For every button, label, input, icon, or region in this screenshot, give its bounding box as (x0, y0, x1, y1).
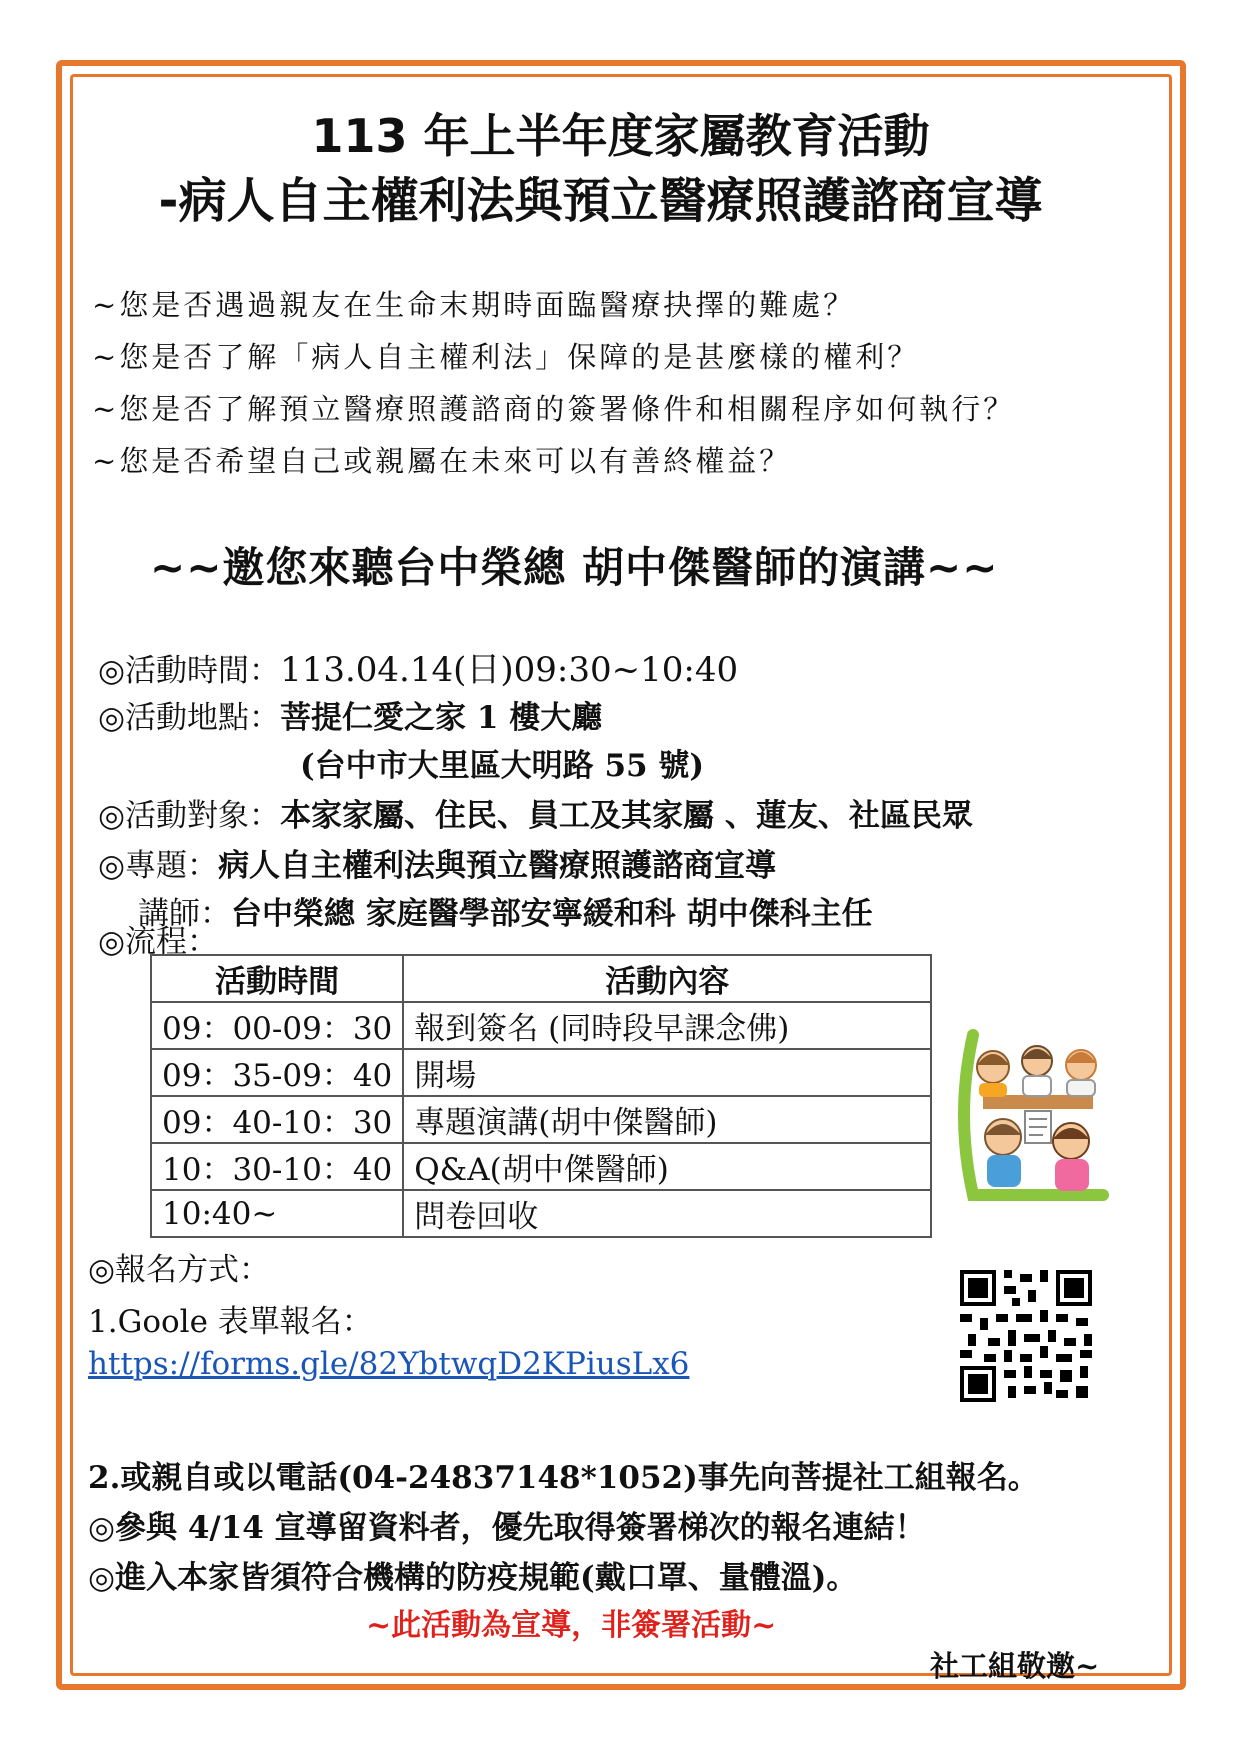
table-row (151, 1002, 931, 1049)
flow-label: ◎流程： (98, 924, 219, 960)
title-line-1: 113 年上半年度家屬教育活動 (311, 109, 930, 163)
speaker-label: 講師： (138, 896, 231, 932)
time-label: ◎活動時間： (98, 653, 281, 689)
note-1: ◎參與 4/14 宣導留資料者，優先取得簽署梯次的報名連結！ (88, 1510, 926, 1546)
registration-link[interactable]: https://forms.gle/82YbtwqD2KPiusLx6 (88, 1346, 690, 1382)
topic-value: 病人自主權利法與預立醫療照護諮商宣導 (218, 848, 777, 884)
place-value: 菩提仁愛之家 1 樓大廳 (280, 700, 603, 736)
topic-label: ◎專題： (98, 848, 219, 884)
place-row (98, 692, 602, 737)
speaker-value: 台中榮總 家庭醫學部安寧緩和科 胡中傑科主任 (231, 896, 873, 932)
table-row (151, 1190, 931, 1237)
header-time: 活動時間 (151, 955, 403, 1002)
registration-label: ◎報名方式： (88, 1252, 271, 1288)
question-2: ~您是否了解「病人自主權利法」保障的是甚麼樣的權利？ (92, 340, 920, 374)
table-header-row (151, 955, 931, 1002)
target-row (98, 790, 973, 835)
speaker-row (138, 888, 873, 933)
place-address: (台中市大里區大明路 55 號) (300, 748, 705, 784)
time-row (98, 642, 738, 691)
note-2: ◎進入本家皆須符合機構的防疫規範(戴口罩、量體溫)。 (88, 1560, 858, 1596)
row-content: Q&A(胡中傑醫師) (403, 1143, 931, 1190)
row-time: 10:40~ (151, 1190, 403, 1237)
registration-qr-code[interactable] (960, 1270, 1092, 1402)
target-value: 本家家屬、住民、員工及其家屬 、蓮友、社區民眾 (280, 798, 973, 834)
question-3: ~您是否了解預立醫療照護諮商的簽署條件和相關程序如何執行？ (92, 392, 1016, 426)
consultation-illustration (953, 1025, 1121, 1203)
warning-text: ~此活動為宣導，非簽署活動~ (366, 1608, 777, 1643)
question-4: ~您是否希望自己或親屬在未來可以有善終權益？ (92, 444, 792, 478)
row-time: 09：00-09：30 (151, 1002, 403, 1049)
row-time: 09：40-10：30 (151, 1096, 403, 1143)
signature: 社工組敬邀~ (930, 1649, 1100, 1683)
target-label: ◎活動對象： (98, 798, 281, 834)
row-content: 專題演講(胡中傑醫師) (403, 1096, 931, 1143)
title-line-2: -病人自主權利法與預立醫療照護諮商宣導 (158, 173, 1043, 229)
row-content: 報到簽名 (同時段早課念佛) (403, 1002, 931, 1049)
table-row (151, 1096, 931, 1143)
schedule-table (150, 954, 932, 1238)
row-time: 09：35-09：40 (151, 1049, 403, 1096)
row-time: 10：30-10：40 (151, 1143, 403, 1190)
table-row (151, 1143, 931, 1190)
header-content: 活動內容 (403, 955, 931, 1002)
invite-headline: ~~邀您來聽台中榮總 胡中傑醫師的演講~~ (150, 543, 999, 592)
row-content: 開場 (403, 1049, 931, 1096)
place-label: ◎活動地點： (98, 700, 281, 736)
topic-row (98, 840, 776, 885)
time-value: 113.04.14(日)09:30~10:40 (280, 650, 739, 690)
row-content: 問卷回收 (403, 1190, 931, 1237)
table-row (151, 1049, 931, 1096)
registration-google-form: 1.Goole 表單報名： (88, 1304, 373, 1340)
registration-phone: 2.或親自或以電話(04-24837148*1052)事先向菩提社工組報名。 (88, 1460, 1039, 1496)
question-1: ~您是否遇過親友在生命末期時面臨醫療抉擇的難處？ (92, 288, 856, 322)
